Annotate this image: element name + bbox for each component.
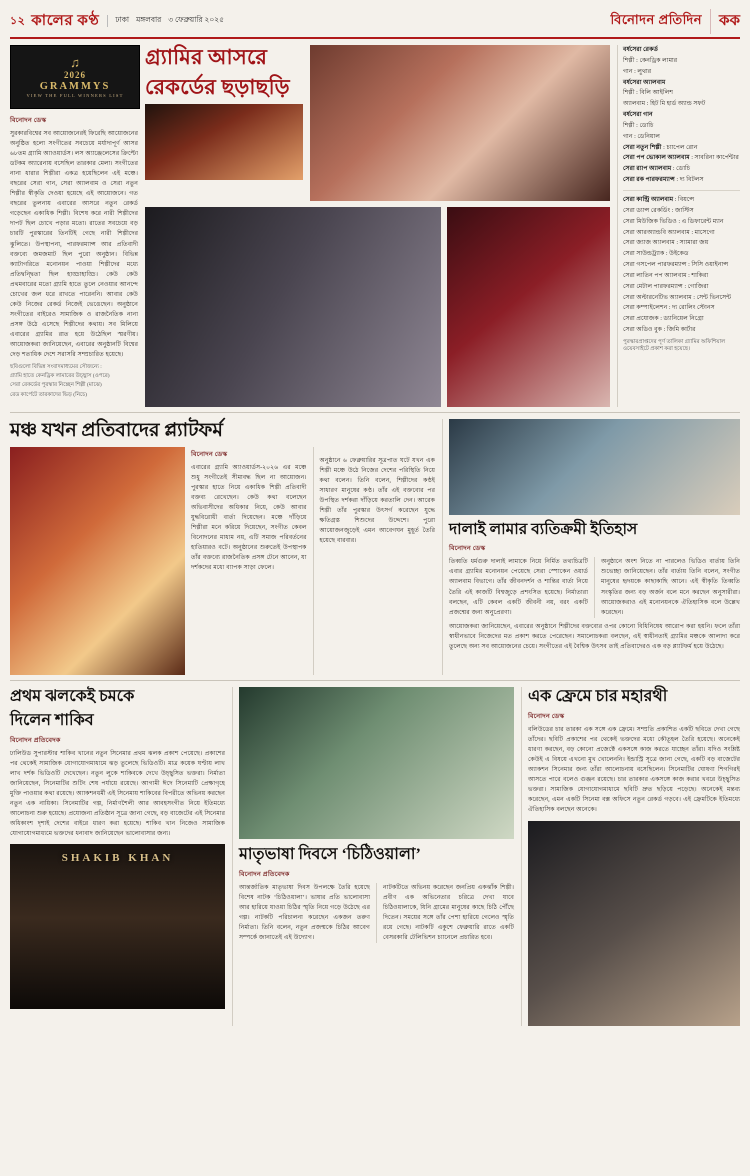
badge-year: 2026 [64, 70, 86, 80]
protest-photo [10, 447, 185, 675]
badge-name: GRAMMYS [39, 81, 111, 92]
winner-row: সেরা নতুন শিল্পী : চ্যাপেল রোন [623, 143, 698, 151]
photo-credit-3: রেড কার্পেটে তারকাদের ভিড় (নিচে) [10, 391, 88, 398]
winner-row: সেরা সাউন্ডট্র্যাক : উইকেড [623, 250, 689, 258]
winner-row: বর্ষসেরা গান [623, 111, 653, 119]
bottom-section [10, 687, 740, 1026]
protest-col-3: আয়োজকরা জানিয়েছেন, এবারের অনুষ্ঠানে শিল্পীদের বক্তব্যের ওপর কোনো বিধিনিষেধ আরোপ করা হয়নি। ফলে তাঁরা স্বাধীনভাবে নিজেদের মত প্রকাশ করতে পেরেছেন। সমালোচকরা বলছেন, এই স্বাধীনতাই গ্র্যামির মঞ্চকে আলাদা করে তুলেছে অন্য সব আয়োজনের চেয়ে। সংগীতের এই বৈশ্বিক উৎসব তাই প্রতিবাদেরও এক বড় প্ল্যাটফর্ম হয়ে উঠেছে। [449, 622, 740, 650]
fourstars-byline: বিনোদন ডেস্ক [528, 712, 565, 720]
grammy-left-column [10, 45, 138, 407]
protest-byline: বিনোদন ডেস্ক [191, 450, 228, 458]
dalai-col-2: অনুষ্ঠানে অংশ নিতে না পারলেও ভিডিও বার্তায় তিনি শুভেচ্ছা জানিয়েছেন। তাঁর বার্তায় তিনি বলেন, সংগীত মানুষের হৃদয়কে কাছাকাছি আনে। এই স্বীকৃতি তিব্বতি সংস্কৃতির জন্য বড় অর্জন বলে মনে করছেন অনুসারীরা। আয়োজকরাও এই মনোনয়নকে ঐতিহাসিক বলে উল্লেখ করেছেন। [601, 558, 740, 616]
grammy-badge [10, 45, 140, 109]
winners-note: পুরস্কারপ্রাপ্তদের পূর্ণ তালিকা গ্র্যামির অফিশিয়াল ওয়েবসাইটে প্রকাশ করা হয়েছে। [623, 338, 726, 353]
masthead [10, 8, 740, 39]
dalai-photo [449, 419, 740, 515]
grammy-center-column [145, 45, 610, 407]
winner-row: সেরা মেটাল পারফরম্যান্স : গোজিরা [623, 282, 709, 290]
winner-row: বর্ষসেরা অ্যালবাম [623, 78, 666, 86]
winners-list-1 [623, 45, 740, 186]
grammy-byline: বিনোদন ডেস্ক [10, 117, 47, 124]
dalai-article [442, 419, 740, 675]
dalai-byline: বিনোদন ডেস্ক [449, 545, 486, 553]
chithiwala-col-2: নাটকটিতে অভিনয় করেছেন জনপ্রিয় একঝাঁক শিল্পী। প্রবীণ এক অভিনেতার চরিত্রে দেখা যাবে চিঠিওয়ালাকে, যিনি গ্রামের মানুষের কাছে চিঠি পৌঁছে দিতেন। সময়ের সঙ্গে তাঁর পেশা হারিয়ে গেলেও স্মৃতি রয়ে গেছে। নাটকটি একুশে ফেব্রুয়ারি রাতে একটি বেসরকারি টেলিভিশন চ্যানেলে প্রচারিত হবে। [383, 883, 514, 941]
middle-section [10, 419, 740, 675]
winner-row: অ্যালবাম : হিট মি হার্ড অ্যান্ড সফট [623, 100, 706, 108]
paper-logo: কালের কণ্ঠ [31, 12, 100, 29]
dateline-date: ৩ ফেব্রুয়ারি ২০২৫ [168, 15, 225, 24]
grammy-headline-2: রেকর্ডের ছড়াছড়ি [145, 74, 290, 99]
section-title: বিনোদন প্রতিদিন [610, 11, 702, 27]
winner-row: সেরা জ্যাজ অ্যালবাম : স্যামারা জয় [623, 239, 709, 247]
masthead-dateline [107, 15, 224, 27]
winner-row: সেরা অল্টারনেটিভ অ্যালবাম : সেন্ট ভিনসেন্ট [623, 293, 732, 301]
winner-row: সেরা মিউজিক ভিডিও : এ ডিফারেন্ট ম্যান [623, 217, 724, 225]
winner-row: সেরা র‍্যাপ অ্যালবাম : ডোচি [623, 165, 691, 173]
winner-row: সেরা লাতিন পপ অ্যালবাম : শাকিরা [623, 271, 709, 279]
winner-row: শিল্পী : কেনড্রিক লামার [623, 56, 678, 64]
grammy-headline-1: গ্র্যামির আসরে [145, 45, 268, 69]
winners-divider [623, 190, 740, 191]
grammy-photo-winner [145, 104, 303, 180]
masthead-mark: কক [710, 9, 740, 34]
fourstars-photo [528, 821, 740, 1026]
column-rule [313, 447, 314, 675]
grammy-photo-group [145, 207, 441, 407]
column-rule [594, 557, 595, 617]
chithiwala-col-1: আন্তর্জাতিক মাতৃভাষা দিবস উপলক্ষে তৈরি হয়েছে বিশেষ নাটক ‘চিঠিওয়ালা’। ভাষার প্রতি ভালোবাসা আর হারিয়ে যাওয়া চিঠির স্মৃতি নিয়ে গড়ে উঠেছে এর গল্প। নাটকটি পরিচালনা করেছেন একজন তরুণ নির্মাতা। তিনি বলেন, নতুন প্রজন্মকে চিঠির আবেগ সম্পর্কে জানাতেই এই উদ্যোগ। [239, 883, 370, 941]
winners-list-2 [623, 195, 740, 336]
chithiwala-article [232, 687, 514, 1026]
shakib-body: ঢালিউড সুপারস্টার শাকিব খানের নতুন সিনেমার প্রথম ঝলক প্রকাশ পেয়েছে। প্রকাশের পর থেকেই সামাজিক যোগাযোগমাধ্যমে ঝড় তুলেছে ভিডিওটি। মাত্র কয়েক ঘণ্টায় লাখ লাখ দর্শক ভিডিওটি দেখেছেন। নতুন লুকে শাকিবকে দেখে উচ্ছ্বসিত ভক্তরা। নির্মাতা জানিয়েছেন, সিনেমাটির শুটিং শেষ পর্যায়ে রয়েছে। আগামী ঈদে সিনেমাটি প্রেক্ষাগৃহে মুক্তি পাওয়ার কথা রয়েছে। অ্যাকশনধর্মী এই সিনেমায় শাকিবের বিপরীতে অভিনয় করছেন নতুন এক নায়িকা। সিনেমাটির গল্প, নির্মাণশৈলী আর আবহসংগীত নিয়ে ইতিমধ্যে আলোচনা শুরু হয়েছে। প্রযোজনা প্রতিষ্ঠান সূত্রে জানা গেছে, বড় বাজেটের এই সিনেমার অধিকাংশ দৃশ্যই দেশের বাইরে ধারণ করা হয়েছে। শাকিব খান নিজেও সামাজিক যোগাযোগমাধ্যমে ভক্তদের ধন্যবাদ জানিয়েছেন ভালোবাসার জন্য। [10, 749, 225, 838]
fourstars-headline: এক ফ্রেমে চার মহারথী [528, 687, 668, 705]
masthead-right [610, 9, 740, 34]
chithiwala-photo [239, 687, 514, 839]
section-divider-2 [10, 680, 740, 681]
winner-row: শিল্পী : বিলি আইলিশ [623, 89, 674, 97]
dalai-headline: দালাই লামার ব্যতিক্রমী ইতিহাস [449, 521, 638, 538]
grammy-photo-hero [310, 45, 610, 201]
photo-credit-1: গ্র্যামি হাতে কেনড্রিক লামারের উচ্ছ্বাস (ওপরে) [10, 373, 110, 380]
shakib-article [10, 687, 225, 1026]
winner-row: সেরা গসপেল পারফরম্যান্স : সিসি ওয়াইনান্স [623, 261, 729, 269]
protest-col-2: অনুষ্ঠানে ৬ ফেব্রুয়ারির সূত্রপাত ঘটে যখন এক শিল্পী মঞ্চে উঠে নিজের দেশের পরিস্থিতি নিয়ে কথা বলেন। তিনি বলেন, শিল্পীদের কণ্ঠই সাধারণ মানুষের কণ্ঠ। তাঁর এই বক্তব্যের পর উপস্থিত দর্শকরা দাঁড়িয়ে করতালি দেন। আরেক শিল্পী তাঁর পুরস্কার উৎসর্গ করেছেন যুদ্ধে ক্ষতিগ্রস্ত শিশুদের উদ্দেশে। পুরো আয়োজনজুড়েই এমন আবেগঘন মুহূর্ত তৈরি হয়েছে বারবার। [319, 456, 435, 545]
winner-row: শিল্পী : ডোচি [623, 121, 654, 129]
grammy-article [10, 45, 740, 407]
winner-row: সেরা রক পারফরম্যান্স : দ্য বিটলস [623, 176, 704, 184]
winner-row: সেরা ড্যান্স রেকর্ডিং : জাস্টিস [623, 206, 694, 214]
section-divider-1 [10, 412, 740, 413]
page-number: ১২ [10, 14, 26, 27]
dateline-place: ঢাকা [115, 15, 130, 24]
winner-row: সেরা আরঅ্যান্ডবি অ্যালবাম : মাসেগো [623, 228, 715, 236]
winner-row: সেরা কান্ট্রি অ্যালবাম : বিয়ন্সে [623, 195, 695, 203]
winner-row: সেরা অডিও বুক : জিমি কার্টার [623, 326, 696, 334]
winner-row: সেরা পপ ভোকাল অ্যালবাম : সাবরিনা কার্পেন্টার [623, 154, 739, 162]
protest-article [10, 419, 435, 675]
masthead-left [10, 9, 224, 34]
protest-col-1: এবারের গ্র্যামি অ্যাওয়ার্ডস-২০২৬ এর মঞ্চে শুধু সংগীতেই সীমাবদ্ধ ছিল না আয়োজন। পুরস্কার হাতে নিয়ে একাধিক শিল্পী প্রতিবাদী বক্তব্য রেখেছেন। কেউ কথা বলেছেন অভিবাসীদের অধিকার নিয়ে, কেউ আবার যুদ্ধবিরোধী বার্তা দিয়েছেন। মঞ্চে দাঁড়িয়ে শিল্পীরা মনে করিয়ে দিয়েছেন, সংগীত কেবল বিনোদনের মাধ্যম নয়, এটি সমাজ পরিবর্তনের হাতিয়ারও বটে। অনুষ্ঠানের শুরুতেই উপস্থাপক তাঁর বক্তব্যে রাজনৈতিক প্রসঙ্গ টেনে আনেন, যা দর্শকদের মধ্যে ব্যাপক সাড়া ফেলে। [191, 463, 307, 572]
photo-credit-0: ছবিগুলো বিভিন্ন সংবাদমাধ্যমের সৌজন্যে : [10, 364, 102, 371]
fourstars-article [521, 687, 740, 1026]
fourstars-body: বলিউডের চার তারকা এক সঙ্গে এক ফ্রেমে। সম্প্রতি প্রকাশিত একটি ছবিতে দেখা গেছে তাঁদের। ছবিটি প্রকাশের পর থেকেই ভক্তদের মধ্যে কৌতূহল তৈরি হয়েছে। অনেকেই ধারণা করছেন, বড় কোনো প্রজেক্টে একসঙ্গে কাজ করতে যাচ্ছেন তাঁরা। যদিও সংশ্লিষ্ট কেউই এ বিষয়ে এখনো মুখ খোলেননি। ইন্ডাস্ট্রি সূত্রে জানা গেছে, একটি বড় বাজেটের অ্যাকশন সিনেমার জন্য তাঁরা আলোচনায় বসেছিলেন। সিনেমাটির ঘোষণা শিগগিরই আসতে পারে বলেও গুঞ্জন রয়েছে। চার তারকার একসঙ্গে কাজ করার খবরে উচ্ছ্বসিত ভক্তরা। সামাজিক যোগাযোগমাধ্যমে ছবিটি দ্রুত ছড়িয়ে পড়েছে। অনেকেই মন্তব্য করেছেন, এমন একটি সিনেমা বক্স অফিসে নতুন রেকর্ড গড়বে। এই ফ্রেমটিকে ইতিমধ্যে ঐতিহাসিক বলছেন অনেকে। [528, 725, 740, 814]
grammy-photo-singer [447, 207, 610, 407]
badge-sub: VIEW THE FULL WINNERS LIST [26, 93, 124, 98]
winner-row: গান : লুথার [623, 67, 652, 75]
winner-row: সেরা প্রযোজক : ড্যানিয়েল নিগ্রো [623, 315, 704, 323]
grammy-winners-column [617, 45, 740, 407]
winner-row: বর্ষসেরা রেকর্ড [623, 46, 658, 53]
winner-row: সেরা কম্পাইলেশন : দ্য রোলিং স্টোনস [623, 304, 715, 312]
grammy-body: সুরকারবিশ্বের সব আয়োজনেরই ফিরেছি আয়োজনের অনুষ্ঠিত হলো সংগীতের সবচেয়ে মর্যাদাপূর্ণ আসর ৬৮তম গ্র্যামি অ্যাওয়ার্ডস। লস অ্যাঞ্জেলেসের ক্রিপ্টো ডটকম অ্যারেনায় বসেছিল তারকার মেলা। সংগীতের নানা ধারার শিল্পীরা একত্র হয়েছিলেন এই মঞ্চে। বছরের সেরা গান, সেরা অ্যালবাম ও সেরা নতুন শিল্পীর স্বীকৃতি দেওয়া হয়েছে এই আয়োজনে। গত বছরের তুলনায় এবারের আসরে নতুন রেকর্ড গড়েছেন একাধিক শিল্পী। বিশেষ করে নারী শিল্পীদের দাপট ছিল চোখে পড়ার মতো। রাতের সবচেয়ে বড় চারটি পুরস্কারের তিনটিই গেছে নারী শিল্পীদের ঝুলিতে। উপস্থাপনা, পারফরম্যান্স আর প্রতিবাদী বক্তব্যে জমজমাট ছিল পুরো অনুষ্ঠান। বিভিন্ন ক্যাটাগরিতে মনোনয়ন পাওয়া শিল্পীদের মধ্যে প্রতিদ্বন্দ্বিতা ছিল হাড্ডাহাড্ডি। কেউ কেউ প্রথমবারের মতো গ্র্যামি হাতে তুলে নেওয়ার আনন্দে চোখের জল ধরে রাখতে পারেননি। আবার কেউ কেউ নিজের রেকর্ড নিজেই ভেঙেছেন। অনুষ্ঠানে সংগীতের বাইরেও সামাজিক ও রাজনৈতিক নানা প্রসঙ্গ উঠে এসেছে শিল্পীদের কথায়। সব মিলিয়ে এবারের গ্র্যামির রাত হয়ে উঠেছিল স্মরণীয়। আয়োজকরা জানিয়েছেন, এবারের অনুষ্ঠানটি বিশ্বের দেড় শতাধিক দেশে সরাসরি সম্প্রচারিত হয়েছে। [10, 130, 139, 359]
gramophone-icon: ♫ [70, 55, 80, 70]
shakib-headline-2: দিলেন শাকিব [10, 711, 94, 729]
protest-headline: মঞ্চ যখন প্রতিবাদের প্ল্যাটফর্ম [10, 420, 223, 441]
chithiwala-byline: বিনোদন প্রতিবেদক [239, 870, 290, 878]
shakib-poster [10, 844, 225, 1009]
poster-title: SHAKIB KHAN [61, 852, 174, 865]
column-rule [376, 883, 377, 943]
chithiwala-headline: মাতৃভাষা দিবসে ‘চিঠিওয়ালা’ [239, 845, 421, 863]
dalai-col-1: তিব্বতি ধর্মগুরু দালাই লামাকে নিয়ে নির্মিত তথ্যচিত্রটি এবার গ্র্যামির মনোনয়ন পেয়েছে সেরা স্পোকেন ওয়ার্ড অ্যালবাম বিভাগে। তাঁর জীবনদর্শন ও শান্তির বার্তা নিয়ে তৈরি এই কাজটি বিশ্বজুড়ে প্রশংসিত হয়েছে। নির্মাতারা বলছেন, এটি কেবল একটি জীবনী নয়, বরং একটি প্রজন্মের জন্য অনুপ্রেরণা। [449, 558, 588, 616]
winner-row: গান : ডেনিয়াল [623, 132, 660, 140]
photo-credit-2: সেরা রেকর্ডের পুরস্কার নিচ্ছেন শিল্পী (মাঝে) [10, 382, 102, 389]
shakib-headline-1: প্রথম ঝলকেই চমকে [10, 687, 135, 705]
grammy-photo-row [145, 207, 610, 407]
dateline-day: মঙ্গলবার [136, 15, 162, 24]
shakib-byline: বিনোদন প্রতিবেদক [10, 736, 61, 744]
